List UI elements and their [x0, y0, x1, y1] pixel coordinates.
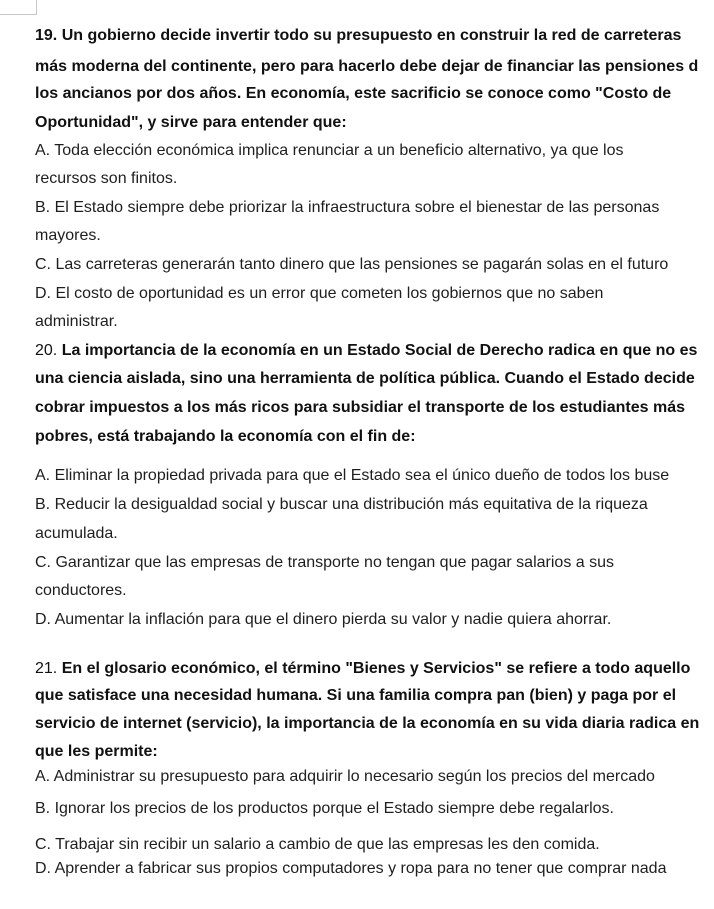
question-20-option-d: D. Aumentar la inflación para que el dinero pierda su valor y nadie quiera ahorrar.: [35, 611, 612, 628]
question-19-option-b: B. El Estado siempre debe priorizar la infraestructura sobre el bienestar de las personas: [35, 199, 660, 216]
question-20-line-4: pobres, está trabajando la economía con el fin de:: [35, 428, 416, 445]
question-19-option-d: D. El costo de oportunidad es un error que cometen los gobiernos que no saben: [35, 285, 604, 302]
question-20-option-c: C. Garantizar que las empresas de transporte no tengan que pagar salarios a sus: [35, 554, 614, 571]
question-21-option-b: B. Ignorar los precios de los productos porque el Estado siempre debe regalarlos.: [35, 800, 614, 817]
question-20-line-3: cobrar impuestos a los más ricos para subsidiar el transporte de los estudiantes más: [35, 399, 686, 416]
question-21-option-c: C. Trabajar sin recibir un salario a cambio de que las empresas les den comida.: [35, 836, 600, 853]
question-21-line-3: servicio de internet (servicio), la importancia de la economía en su vida diaria radica en: [35, 715, 700, 732]
question-19-option-c: C. Las carreteras generarán tanto dinero que las pensiones se pagarán solas en el futuro: [35, 256, 669, 273]
question-20-option-b-cont: acumulada.: [35, 525, 118, 542]
question-19-line-3: los ancianos por dos años. En economía, este sacrificio se conoce como "Costo de: [35, 85, 672, 102]
question-19-line-4: Oportunidad", y sirve para entender que:: [35, 114, 347, 131]
question-21-line-1-text: En el glosario económico, el término "Bienes y Servicios" se refiere a todo aquello: [57, 660, 691, 677]
question-21-line-2: que satisface una necesidad humana. Si una familia compra pan (bien) y paga por el: [35, 687, 677, 704]
question-21-option-d: D. Aprender a fabricar sus propios computadores y ropa para no tener que comprar nada: [35, 860, 667, 877]
question-21-line-1: [35, 659, 690, 679]
question-19-line-2: más moderna del continente, pero para hacerlo debe dejar de financiar las pensiones d: [35, 58, 699, 75]
question-20-line-2: una ciencia aislada, sino una herramienta de política pública. Cuando el Estado decide: [35, 370, 695, 387]
question-20-option-c-cont: conductores.: [35, 582, 127, 599]
question-20-line-1-text: La importancia de la economía en un Estado Social de Derecho radica en que no es: [57, 342, 698, 359]
question-19-option-a-cont: recursos son finitos.: [35, 170, 178, 187]
question-20-option-a: A. Eliminar la propiedad privada para que el Estado sea el único dueño de todos los buse: [35, 467, 670, 484]
question-20-number: 20.: [35, 342, 58, 359]
question-19-option-d-cont: administrar.: [35, 313, 118, 330]
page-corner-mark: [0, 0, 37, 15]
question-19-line-1: 19. Un gobierno decide invertir todo su presupuesto en construir la red de carreteras: [35, 27, 682, 44]
question-21-number: 21.: [35, 660, 58, 677]
question-20-option-b: B. Reducir la desigualdad social y buscar una distribución más equitativa de la riqueza: [35, 496, 648, 513]
question-21-line-4: que les permite:: [35, 743, 158, 760]
question-20-line-1: [35, 341, 697, 361]
question-19-option-b-cont: mayores.: [35, 227, 101, 244]
question-21-option-a: A. Administrar su presupuesto para adquirir lo necesario según los precios del mercado: [35, 768, 655, 785]
question-19-option-a: A. Toda elección económica implica renunciar a un beneficio alternativo, ya que los: [35, 142, 624, 159]
